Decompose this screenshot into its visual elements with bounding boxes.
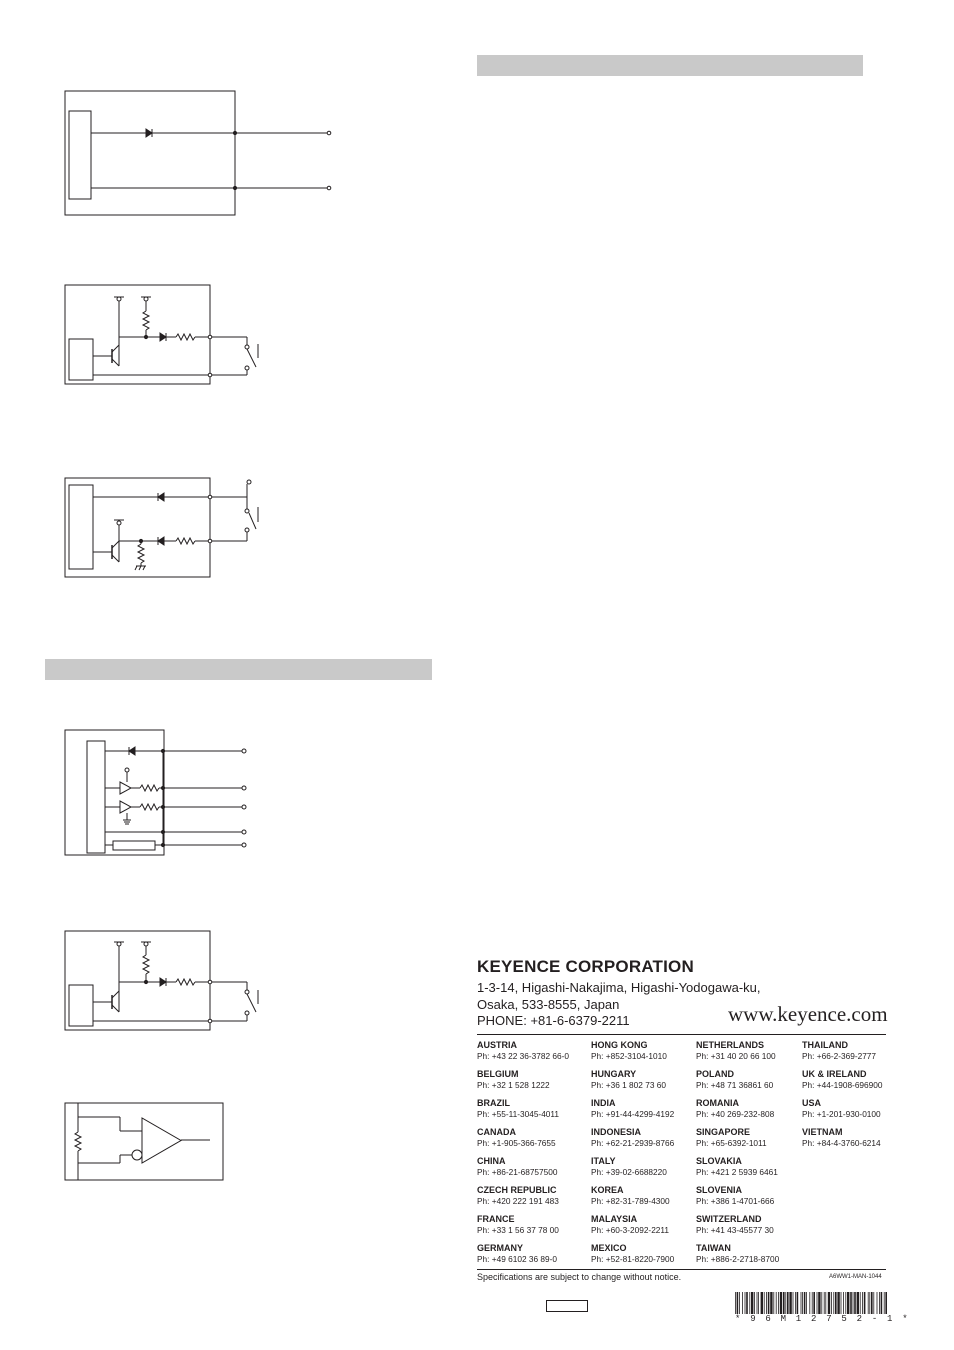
office-phone: Ph: +1-201-930-0100 <box>802 1109 881 1119</box>
office-entry <box>591 1156 696 1177</box>
office-phone: Ph: +86-21-68757500 <box>477 1167 558 1177</box>
office-entry <box>477 1156 582 1177</box>
office-country: SWITZERLAND <box>696 1214 762 1224</box>
circuit-diagram-1 <box>65 91 331 215</box>
office-country: FRANCE <box>477 1214 515 1224</box>
office-phone: Ph: +65-6392-1011 <box>696 1138 767 1148</box>
office-entry <box>696 1156 801 1177</box>
office-entry <box>591 1185 696 1206</box>
company-address <box>477 980 761 1030</box>
barcode-bar <box>778 1292 779 1314</box>
barcode-bar <box>884 1292 885 1314</box>
barcode-bar <box>873 1292 874 1314</box>
divider <box>477 1034 886 1035</box>
office-entry <box>591 1127 696 1148</box>
office-country: INDONESIA <box>591 1127 642 1137</box>
barcode-bar <box>809 1292 810 1314</box>
office-entry <box>591 1214 696 1235</box>
barcode-bar <box>757 1292 758 1314</box>
barcode-bar <box>843 1292 844 1314</box>
barcode-bar <box>776 1292 777 1314</box>
barcode-bar <box>877 1292 878 1314</box>
circuit-diagram-4 <box>65 730 246 855</box>
office-country: CHINA <box>477 1156 506 1166</box>
office-entry <box>591 1069 696 1090</box>
office-phone: Ph: +55-11-3045-4011 <box>477 1109 560 1119</box>
barcode-bar <box>881 1292 883 1314</box>
barcode-bar <box>864 1292 866 1314</box>
barcode-text: * 9 6 M 1 2 7 5 2 - 1 * <box>735 1314 910 1324</box>
barcode-bar <box>754 1292 755 1314</box>
barcode-bar <box>780 1292 782 1314</box>
office-country: MALAYSIA <box>591 1214 638 1224</box>
office-country: SINGAPORE <box>696 1127 751 1137</box>
blank-box <box>546 1300 588 1312</box>
office-phone: Ph: +33 1 56 37 78 00 <box>477 1225 559 1235</box>
office-phone: Ph: +31 40 20 66 100 <box>696 1051 776 1061</box>
barcode-bar <box>773 1292 774 1314</box>
office-country: THAILAND <box>802 1040 848 1050</box>
office-country: HUNGARY <box>591 1069 637 1079</box>
barcode-bar <box>825 1292 826 1314</box>
office-country: CANADA <box>477 1127 516 1137</box>
office-country: BRAZIL <box>477 1098 510 1108</box>
office-phone: Ph: +32 1 528 1222 <box>477 1080 550 1090</box>
office-phone: Ph: +91-44-4299-4192 <box>591 1109 675 1119</box>
office-entry <box>802 1040 907 1061</box>
barcode-bar <box>817 1292 818 1314</box>
specification-notice: Specifications are subject to change without notice. <box>477 1272 682 1282</box>
barcode-bar <box>742 1292 743 1314</box>
office-phone: Ph: +420 222 191 483 <box>477 1196 559 1206</box>
office-phone: Ph: +1-905-366-7655 <box>477 1138 556 1148</box>
barcode-bar <box>821 1292 822 1314</box>
office-phone: Ph: +36 1 802 73 60 <box>591 1080 666 1090</box>
barcode-bar <box>853 1292 854 1314</box>
barcode-bar <box>785 1292 786 1314</box>
barcode-bar <box>841 1292 842 1314</box>
office-country: SLOVAKIA <box>696 1156 742 1166</box>
barcode-bar <box>835 1292 837 1314</box>
office-entry <box>591 1098 696 1119</box>
office-country: SLOVENIA <box>696 1185 743 1195</box>
office-entry <box>802 1069 907 1090</box>
office-country: VIETNAM <box>802 1127 843 1137</box>
office-phone: Ph: +48 71 36861 60 <box>696 1080 774 1090</box>
barcode-bar <box>797 1292 799 1314</box>
barcode-bar <box>761 1292 763 1314</box>
circuit-diagram-2 <box>65 285 258 384</box>
office-country: ROMANIA <box>696 1098 739 1108</box>
office-country: AUSTRIA <box>477 1040 517 1050</box>
office-country: POLAND <box>696 1069 734 1079</box>
divider <box>477 1269 886 1270</box>
barcode-bar <box>802 1292 803 1314</box>
office-country: UK & IRELAND <box>802 1069 867 1079</box>
office-country: GERMANY <box>477 1243 524 1253</box>
barcode-bar <box>735 1292 736 1314</box>
document-code: A6WW1-MAN-1044 <box>829 1274 882 1280</box>
office-entry <box>477 1214 582 1235</box>
barcode-bar <box>739 1292 740 1314</box>
office-entry <box>696 1243 801 1264</box>
barcode-bar <box>871 1292 873 1314</box>
office-phone: Ph: +386 1-4701-666 <box>696 1196 775 1206</box>
address-line: Osaka, 533-8555, Japan <box>477 996 620 1012</box>
office-entry <box>591 1040 696 1061</box>
office-entry <box>696 1098 801 1119</box>
office-phone: Ph: +41 43-45577 30 <box>696 1225 774 1235</box>
office-phone: Ph: +40 269-232-808 <box>696 1109 775 1119</box>
barcode-bar <box>804 1292 806 1314</box>
office-phone: Ph: +60-3-2092-2211 <box>591 1225 670 1235</box>
office-entry <box>696 1127 801 1148</box>
office-country: CZECH REPUBLIC <box>477 1185 557 1195</box>
office-country: TAIWAN <box>696 1243 731 1253</box>
office-phone: Ph: +852-3104-1010 <box>591 1051 667 1061</box>
office-entry <box>802 1098 907 1119</box>
office-country: USA <box>802 1098 822 1108</box>
barcode-bar <box>737 1292 739 1314</box>
office-phone: Ph: +421 2 5939 6461 <box>696 1167 778 1177</box>
office-entry <box>477 1243 582 1264</box>
barcode-bar <box>868 1292 869 1314</box>
barcode-bar <box>789 1292 791 1314</box>
barcode-bar <box>831 1292 832 1314</box>
barcode-bar <box>801 1292 802 1314</box>
office-entry <box>477 1098 582 1119</box>
barcode <box>735 1292 887 1314</box>
office-country: BELGIUM <box>477 1069 519 1079</box>
office-country: NETHERLANDS <box>696 1040 765 1050</box>
office-phone: Ph: +84-4-3760-6214 <box>802 1138 881 1148</box>
barcode-bar <box>833 1292 834 1314</box>
office-country: MEXICO <box>591 1243 627 1253</box>
barcode-bar <box>787 1292 789 1314</box>
barcode-bar <box>770 1292 772 1314</box>
barcode-bar <box>862 1292 863 1314</box>
barcode-bar <box>850 1292 852 1314</box>
office-phone: Ph: +62-21-2939-8766 <box>591 1138 675 1148</box>
barcode-bar <box>764 1292 765 1314</box>
office-entry <box>591 1243 696 1264</box>
website-link[interactable]: www.keyence.com <box>728 1002 888 1026</box>
office-phone: Ph: +52-81-8220-7900 <box>591 1254 675 1264</box>
barcode-bar <box>746 1292 748 1314</box>
circuit-diagram-5 <box>65 931 258 1030</box>
office-entry <box>477 1127 582 1148</box>
barcode-bar <box>824 1292 825 1314</box>
barcode-bar <box>758 1292 759 1314</box>
barcode-bar <box>860 1292 861 1314</box>
barcode-bar <box>793 1292 794 1314</box>
barcode-bar <box>745 1292 746 1314</box>
barcode-bar <box>768 1292 770 1314</box>
barcode-bar <box>828 1292 830 1314</box>
office-phone: Ph: +39-02-6688220 <box>591 1167 667 1177</box>
barcode-bar <box>845 1292 846 1314</box>
barcode-bar <box>813 1292 815 1314</box>
office-entry <box>477 1040 582 1061</box>
barcode-bar <box>806 1292 807 1314</box>
barcode-bar <box>837 1292 839 1314</box>
office-phone: Ph: +82-31-789-4300 <box>591 1196 670 1206</box>
office-entry <box>696 1214 801 1235</box>
circuit-diagram-6 <box>65 1103 223 1180</box>
circuit-diagram-3 <box>65 478 258 577</box>
office-country: ITALY <box>591 1156 616 1166</box>
office-country: HONG KONG <box>591 1040 648 1050</box>
office-entry <box>696 1185 801 1206</box>
office-phone: Ph: +66-2-369-2777 <box>802 1051 877 1061</box>
office-entry <box>477 1069 582 1090</box>
office-entry <box>802 1127 907 1148</box>
barcode-bar <box>885 1292 887 1314</box>
barcode-bar <box>869 1292 870 1314</box>
barcode-bar <box>766 1292 767 1314</box>
office-entry <box>696 1069 801 1090</box>
barcode-bar <box>854 1292 856 1314</box>
barcode-bar <box>795 1292 796 1314</box>
office-phone: Ph: +49 6102 36 89-0 <box>477 1254 558 1264</box>
barcode-bar <box>818 1292 820 1314</box>
barcode-bar <box>783 1292 785 1314</box>
barcode-bar <box>847 1292 849 1314</box>
office-entry <box>477 1185 582 1206</box>
barcode-bar <box>749 1292 750 1314</box>
barcode-bar <box>812 1292 813 1314</box>
office-country: KOREA <box>591 1185 624 1195</box>
office-country: INDIA <box>591 1098 616 1108</box>
office-phone: Ph: +886-2-2718-8700 <box>696 1254 780 1264</box>
barcode-bar <box>751 1292 753 1314</box>
phone-line: PHONE: +81-6-6379-2211 <box>477 1013 630 1028</box>
office-phone: Ph: +43 22 36-3782 66-0 <box>477 1051 570 1061</box>
barcode-bar <box>879 1292 880 1314</box>
address-line: 1-3-14, Higashi-Nakajima, Higashi-Yodogawa-ku, <box>477 980 761 995</box>
office-entry <box>696 1040 801 1061</box>
company-name: KEYENCE CORPORATION <box>477 957 694 976</box>
office-phone: Ph: +44-1908-696900 <box>802 1080 883 1090</box>
barcode-bar <box>857 1292 859 1314</box>
